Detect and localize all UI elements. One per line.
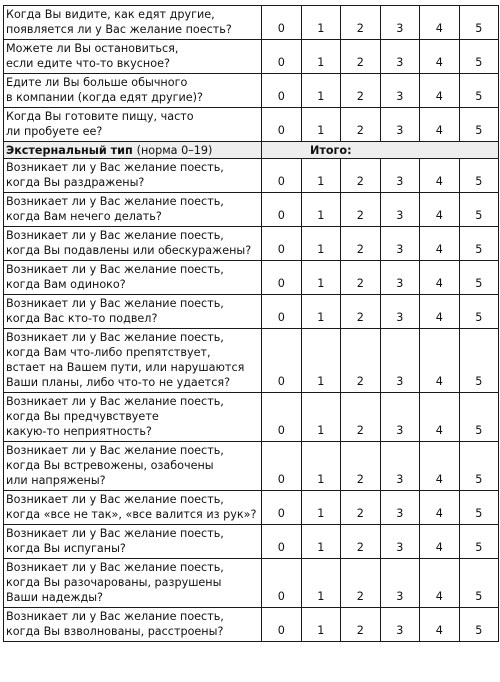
score-option[interactable]: 0 [262, 295, 302, 329]
question-line: встает на Вашем пути, или нарушаются [6, 361, 245, 374]
score-option[interactable]: 2 [341, 108, 381, 142]
score-option[interactable]: 3 [380, 329, 420, 393]
question-row [4, 525, 499, 559]
question-row [4, 295, 499, 329]
question-line: Возникает ли у Вас желание поесть, [6, 527, 224, 540]
score-option[interactable]: 1 [301, 227, 341, 261]
question-text [4, 193, 262, 227]
score-option[interactable]: 0 [262, 329, 302, 393]
score-option[interactable]: 4 [420, 295, 460, 329]
score-option[interactable]: 0 [262, 559, 302, 608]
score-option[interactable]: 4 [420, 40, 460, 74]
question-line: когда «все не так», «все валится из рук»? [6, 508, 257, 521]
score-option[interactable]: 2 [341, 442, 381, 491]
question-line: Возникает ли у Вас желание поесть, [6, 395, 224, 408]
score-option[interactable]: 5 [459, 442, 499, 491]
score-option[interactable]: 5 [459, 159, 499, 193]
question-line: Когда Вы готовите пищу, часто [6, 110, 194, 123]
score-option[interactable]: 4 [420, 525, 460, 559]
question-line: Возникает ли у Вас желание поесть, [6, 263, 224, 276]
question-line: Едите ли Вы больше обычного [6, 76, 188, 89]
question-line: когда Вы взволнованы, расстроены? [6, 625, 224, 638]
score-option[interactable]: 2 [341, 393, 381, 442]
score-option[interactable]: 5 [459, 261, 499, 295]
score-option[interactable]: 3 [380, 227, 420, 261]
question-text [4, 6, 262, 40]
question-line: когда Вас кто-то подвел? [6, 312, 158, 325]
section-norm: (норма 0–19) [136, 143, 213, 157]
score-option[interactable]: 5 [459, 525, 499, 559]
score-option[interactable]: 5 [459, 491, 499, 525]
score-option[interactable]: 5 [459, 559, 499, 608]
question-line: Возникает ли у Вас желание поесть, [6, 195, 224, 208]
question-line: ли пробуете ее? [6, 125, 103, 138]
score-option[interactable]: 0 [262, 159, 302, 193]
score-option[interactable]: 2 [341, 559, 381, 608]
score-option[interactable]: 5 [459, 108, 499, 142]
section-header-group [4, 142, 499, 159]
question-line: когда Вы предчувствуете [6, 410, 159, 423]
score-option[interactable]: 2 [341, 227, 381, 261]
question-line: Возникает ли у Вас желание поесть, [6, 331, 224, 344]
question-text [4, 261, 262, 295]
question-row [4, 442, 499, 491]
question-line: какую-то неприятность? [6, 425, 152, 438]
score-option[interactable]: 2 [341, 491, 381, 525]
score-option[interactable]: 1 [301, 159, 341, 193]
question-text [4, 74, 262, 108]
question-line: Возникает ли у Вас желание поесть, [6, 229, 224, 242]
score-option[interactable]: 2 [341, 193, 381, 227]
question-row [4, 108, 499, 142]
score-option[interactable]: 1 [301, 40, 341, 74]
score-option[interactable]: 3 [380, 295, 420, 329]
score-option[interactable]: 5 [459, 295, 499, 329]
question-line: когда Вы испуганы? [6, 542, 126, 555]
question-row [4, 6, 499, 40]
score-option[interactable]: 3 [380, 442, 420, 491]
score-option[interactable]: 1 [301, 193, 341, 227]
score-option[interactable]: 3 [380, 608, 420, 642]
score-option[interactable]: 0 [262, 6, 302, 40]
score-option[interactable]: 0 [262, 261, 302, 295]
score-option[interactable]: 1 [301, 393, 341, 442]
question-line: Возникает ли у Вас желание поесть, [6, 610, 224, 623]
score-option[interactable]: 1 [301, 525, 341, 559]
score-option[interactable]: 0 [262, 491, 302, 525]
score-option[interactable]: 0 [262, 227, 302, 261]
question-line: когда Вам нечего делать? [6, 210, 162, 223]
question-text [4, 608, 262, 642]
questions-bottom [4, 159, 499, 642]
question-text [4, 108, 262, 142]
score-option[interactable]: 4 [420, 159, 460, 193]
question-line: Возникает ли у Вас желание поесть, [6, 493, 224, 506]
question-text [4, 227, 262, 261]
questions-top [4, 6, 499, 142]
score-option[interactable]: 1 [301, 559, 341, 608]
section-title: Экстернальный тип [6, 143, 133, 157]
question-line: когда Вы встревожены, озабочены [6, 459, 214, 472]
score-option[interactable]: 0 [262, 608, 302, 642]
question-row [4, 74, 499, 108]
question-row [4, 393, 499, 442]
score-option[interactable]: 2 [341, 608, 381, 642]
score-option[interactable]: 5 [459, 193, 499, 227]
question-text [4, 442, 262, 491]
score-option[interactable]: 4 [420, 608, 460, 642]
question-line: или напряжены? [6, 474, 106, 487]
score-option[interactable]: 0 [262, 442, 302, 491]
score-option[interactable]: 3 [380, 159, 420, 193]
score-option[interactable]: 3 [380, 40, 420, 74]
question-row [4, 608, 499, 642]
score-option[interactable]: 2 [341, 159, 381, 193]
score-option[interactable]: 4 [420, 261, 460, 295]
score-option[interactable]: 0 [262, 193, 302, 227]
score-option[interactable]: 3 [380, 193, 420, 227]
score-option[interactable]: 2 [341, 261, 381, 295]
section-title-cell [4, 142, 262, 159]
score-option[interactable]: 2 [341, 6, 381, 40]
question-line: в компании (когда едят другие)? [6, 91, 203, 104]
question-line: Можете ли Вы остановиться, [6, 42, 179, 55]
score-option[interactable]: 4 [420, 393, 460, 442]
section-header-row [4, 142, 499, 159]
score-option[interactable]: 3 [380, 491, 420, 525]
question-line: Возникает ли у Вас желание поесть, [6, 444, 224, 457]
question-line: когда Вам что-либо препятствует, [6, 346, 211, 359]
score-option[interactable]: 2 [341, 74, 381, 108]
question-text [4, 491, 262, 525]
question-line: когда Вы раздражены? [6, 176, 145, 189]
score-option[interactable]: 1 [301, 6, 341, 40]
score-option[interactable]: 5 [459, 74, 499, 108]
question-text [4, 525, 262, 559]
score-option[interactable]: 1 [301, 295, 341, 329]
score-option[interactable]: 4 [420, 74, 460, 108]
question-row [4, 227, 499, 261]
question-row [4, 559, 499, 608]
question-row [4, 193, 499, 227]
score-option[interactable]: 2 [341, 329, 381, 393]
score-option[interactable]: 1 [301, 108, 341, 142]
score-option[interactable]: 5 [459, 608, 499, 642]
question-line: если едите что-то вкусное? [6, 57, 170, 70]
score-option[interactable]: 4 [420, 491, 460, 525]
score-option[interactable]: 4 [420, 329, 460, 393]
score-option[interactable]: 5 [459, 329, 499, 393]
question-line: Возникает ли у Вас желание поесть, [6, 561, 224, 574]
score-option[interactable]: 3 [380, 525, 420, 559]
question-line: когда Вам одиноко? [6, 278, 126, 291]
score-option[interactable]: 3 [380, 559, 420, 608]
question-text [4, 295, 262, 329]
question-text [4, 159, 262, 193]
total-label: Итого: [310, 143, 352, 157]
question-line: появляется ли у Вас желание поесть? [6, 23, 232, 36]
question-line: Ваши надежды? [6, 591, 103, 604]
score-option[interactable]: 1 [301, 74, 341, 108]
score-option[interactable]: 2 [341, 40, 381, 74]
question-line: Ваши планы, либо что-то не удается? [6, 376, 231, 389]
score-option[interactable]: 3 [380, 393, 420, 442]
question-row [4, 159, 499, 193]
score-option[interactable]: 3 [380, 261, 420, 295]
score-option[interactable]: 1 [301, 329, 341, 393]
score-option[interactable]: 4 [420, 442, 460, 491]
score-option[interactable]: 0 [262, 393, 302, 442]
score-option[interactable]: 4 [420, 227, 460, 261]
score-option[interactable]: 0 [262, 108, 302, 142]
question-row [4, 329, 499, 393]
score-option[interactable]: 5 [459, 6, 499, 40]
questionnaire-table [3, 5, 499, 642]
score-option[interactable]: 5 [459, 227, 499, 261]
score-option[interactable]: 1 [301, 491, 341, 525]
question-line: когда Вы подавлены или обескуражены? [6, 244, 252, 257]
question-text [4, 393, 262, 442]
score-option[interactable]: 4 [420, 193, 460, 227]
score-option[interactable]: 2 [341, 295, 381, 329]
score-option[interactable]: 1 [301, 261, 341, 295]
score-option[interactable]: 0 [262, 74, 302, 108]
question-line: Когда Вы видите, как едят другие, [6, 8, 215, 21]
score-option[interactable]: 5 [459, 40, 499, 74]
score-option[interactable]: 0 [262, 40, 302, 74]
question-line: Возникает ли у Вас желание поесть, [6, 161, 224, 174]
question-line: Возникает ли у Вас желание поесть, [6, 297, 224, 310]
score-option[interactable]: 1 [301, 608, 341, 642]
score-option[interactable]: 4 [420, 559, 460, 608]
score-option[interactable]: 1 [301, 442, 341, 491]
question-line: когда Вы разочарованы, разрушены [6, 576, 222, 589]
question-text [4, 40, 262, 74]
score-option[interactable]: 4 [420, 6, 460, 40]
score-option[interactable]: 0 [262, 525, 302, 559]
score-option[interactable]: 3 [380, 6, 420, 40]
score-option[interactable]: 3 [380, 108, 420, 142]
score-option[interactable]: 3 [380, 74, 420, 108]
question-text [4, 559, 262, 608]
question-row [4, 491, 499, 525]
question-row [4, 261, 499, 295]
score-option[interactable]: 2 [341, 525, 381, 559]
question-row [4, 40, 499, 74]
total-cell [262, 142, 499, 159]
score-option[interactable]: 5 [459, 393, 499, 442]
question-text [4, 329, 262, 393]
score-option[interactable]: 4 [420, 108, 460, 142]
